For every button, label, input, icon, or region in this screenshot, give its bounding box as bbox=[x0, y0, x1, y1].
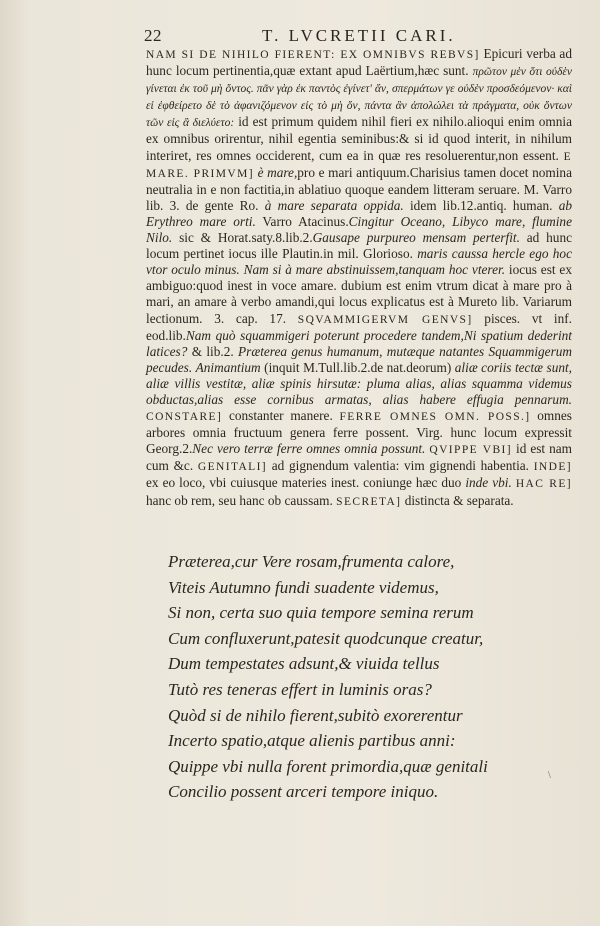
commentary-text: pro e mari antiquum.Charisius tamen docet nomina neutralia in e non factitia,in ablatiuo quoque eandem litteram seruare. M. Varro lib. 3. de gente Ro. bbox=[146, 164, 572, 213]
verse-line: Concilio possent arceri tempore iniquo. bbox=[168, 782, 439, 802]
commentary-text: idem lib.12.antiq. human. bbox=[403, 197, 559, 213]
running-head: T. LVCRETII CARI. bbox=[262, 26, 456, 45]
italic-quotation: Nec vero terræ ferre omnes omnia possunt. bbox=[192, 441, 426, 457]
verse-line: Si non, certa suo quia tempore semina rerum bbox=[168, 603, 474, 623]
greek-quotation: πρῶτον μὲν ὅτι οὐδὲν γίνεται ἐκ τοῦ μὴ ὄντος. πᾶν γὰρ ἐκ παντὸς ἐγίνετ' ἄν, σπερμάτων γε οὐδὲν προσδεόμενον· καὶ εἰ ἐφθείρετο δὲ τὸ ἀφανιζόμενον εἰς τὸ μὴ ὄν, πάντα ἂν ἀπολώλει τὰ πράγματα, οὐκ ὄντων τῶν εἰς ἃ διελύετο: bbox=[146, 66, 572, 130]
lemma-heading: E MARE. PRIMVM] bbox=[146, 150, 572, 180]
verse-line: Cum confluxerunt,patesit quodcunque creatur, bbox=[168, 628, 484, 648]
verse-line: Dum tempestates adsunt,& viuida tellus bbox=[168, 654, 440, 674]
verse-line: Præterea,cur Vere rosam,frumenta calore, bbox=[168, 552, 455, 571]
lemma-heading: INDE] bbox=[533, 461, 572, 474]
commentary-text: pisces. vt inf. eod.lib. bbox=[146, 310, 573, 343]
commentary-text: omnes arbores omnia fructuum genera ferre possent. Virg. hunc locum expressit Georg.2. bbox=[146, 408, 572, 457]
lemma-heading: SECRETA] bbox=[336, 495, 402, 508]
italic-quotation: aliæ coriis tectæ sunt, aliæ villis vestitæ, aliæ spinis hirsutæ: pluma alias, alias squamma videmus obductas,alias esse cornibus armatas, alias habere effugia pennarum. bbox=[146, 359, 573, 407]
commentary-text: & lib.2. bbox=[187, 343, 239, 359]
verse-line: Quòd si de nihilo fierent,subitò exorerentur bbox=[168, 705, 463, 725]
italic-quotation: inde vbi. bbox=[465, 475, 512, 491]
commentary-text: Varro Atacinus. bbox=[255, 213, 349, 229]
commentary-text: id est nam cum &c. bbox=[146, 441, 572, 474]
page-number: 22 bbox=[144, 26, 162, 45]
commentary-text: hanc ob rem, seu hanc ob caussam. bbox=[146, 492, 337, 508]
verse-line: Quippe vbi nulla forent primordia,quæ genitali bbox=[168, 756, 488, 776]
italic-quotation: à mare separata oppida. bbox=[264, 197, 404, 213]
italic-quotation: è mare, bbox=[253, 164, 298, 180]
verse-line: Incerto spatio,atque alienis partibus anni: bbox=[168, 731, 456, 751]
italic-quotation: Animantium bbox=[195, 359, 261, 375]
commentary-text: (inquit M.Tull.lib.2.de nat.deorum) bbox=[260, 359, 455, 375]
commentary-text: Epicuri verba ad hunc locum pertinentia,quæ extant apud Laërtium,hæc sunt. bbox=[146, 46, 572, 79]
commentary-text: sic & Horat.saty.8.lib.2. bbox=[172, 230, 313, 246]
italic-quotation: ab Erythreo mare orti. bbox=[146, 197, 572, 229]
commentary-text: distincta & separata. bbox=[401, 492, 514, 508]
verse-line: Viteis Autumno fundi suadente videmus, bbox=[168, 577, 439, 597]
lemma-heading: CONSTARE] bbox=[146, 411, 223, 424]
page-header bbox=[144, 26, 564, 46]
lemma-heading: GENITALI] bbox=[197, 461, 268, 474]
verse-line: Tutò res teneras effert in luminis oras? bbox=[168, 679, 432, 699]
commentary-text: constanter manere. bbox=[222, 408, 340, 424]
lemma-heading: HAC RE] bbox=[515, 478, 572, 491]
commentary-block bbox=[146, 46, 572, 510]
lemma-heading: FERRE OMNES OMN. POSS.] bbox=[339, 411, 531, 424]
lemma-heading: SQVAMMIGERVM GENVS] bbox=[297, 313, 473, 326]
commentary-paragraph bbox=[146, 46, 572, 510]
commentary-text: ad hunc locum pertinet iocus ille Plautin.in mil. Gloriosо. bbox=[146, 230, 573, 262]
italic-quotation: Nam quò squammigeri poterunt procedere tandem,Ni spatium dederint latices? bbox=[146, 327, 572, 359]
lemma-heading: QVIPPE VBI] bbox=[429, 444, 513, 457]
verse-block bbox=[168, 549, 568, 805]
italic-quotation: Gausape purpureo mensam perterfit. bbox=[312, 230, 520, 246]
commentary-text: id est primum quidem nihil fieri ex nihilo.alioqui enim omnia ex omnibus orirentur, nihil egentia seminibus:& si id quod interit, in nihilum interiret, res omnes occiderent, cum ea in quæ res resoluerentur,non essent. bbox=[146, 114, 573, 163]
commentary-text: ad gignendum valentia: vim gignendi habentia. bbox=[267, 458, 534, 474]
italic-quotation: Cingitur Oceano, Libyco mare, flumine Nilo. bbox=[146, 213, 572, 246]
italic-quotation: Præterea genus humanum, mutæque natantes Squammigerum pecudes. bbox=[146, 343, 572, 375]
lemma-heading: NAM SI DE NIHILO FIERENT: EX OMNIBVS REBVS] bbox=[146, 49, 480, 61]
italic-quotation: maris caussa hercle ego hoc vtor oculo minus. Nam si à mare abstinuissem,tanquam hoc vterer. bbox=[146, 246, 572, 278]
commentary-text: iocus est ex ambiguo:quod inest in voce amare. dubium est enim vtrum dicat à mare pro à mari, an amare à verbo amandi,qui locus explicatus est à Mureto lib. Variarum lectionum. 3. cap. 17. bbox=[146, 262, 572, 326]
commentary-text: ex eo loco, vbi cuiusque materies inest. coniunge hæc duo bbox=[146, 475, 466, 491]
margin-mark: \ bbox=[548, 770, 551, 781]
